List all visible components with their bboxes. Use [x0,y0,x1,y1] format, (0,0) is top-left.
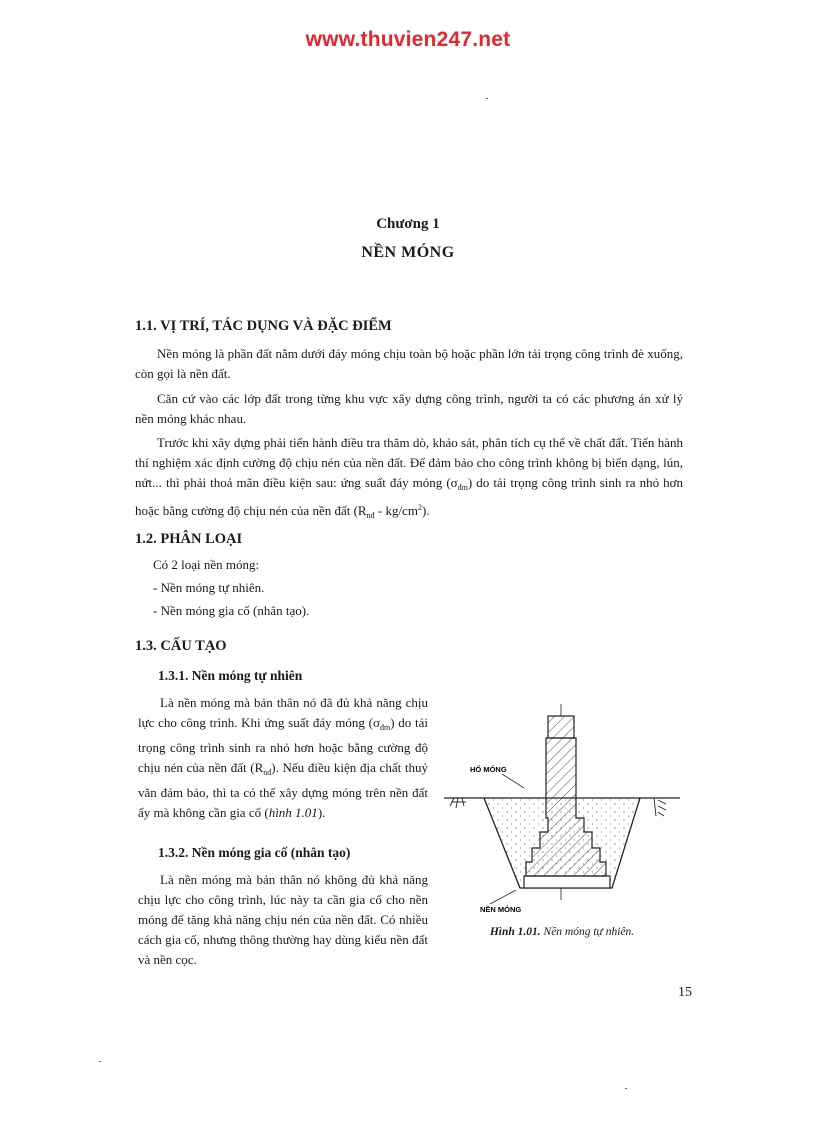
section-heading-1-3: 1.3. CẤU TẠO [135,638,227,654]
footing-base [524,876,610,888]
foundation-diagram [442,690,682,930]
list-item: - Nền móng tự nhiên. [153,580,265,595]
label-base: NỀN MÓNG [480,905,522,914]
grass-left [450,798,466,808]
watermark-url: www.thuvien247.net [305,28,511,51]
grass-right [654,798,666,816]
paragraph-natural-foundation: Là nền móng mà bản thân nó đã đủ khả năng chịu lực cho công trình. Khi ứng suất đáy móng $(\sigma_{đm})$ do tải trọng công trình sinh ra nhỏ hơn hoặc bằng cường độ chịu nén của nền đất $(R_{nđ})$. Nếu điều kiện địa chất thuỷ văn đảm bảo, thì ta có thể xây dựng móng trên nền đất ấy mà không cần gia cố (hình 1.01). [138,695,429,820]
paragraph-basis: Căn cứ vào các lớp đất trong từng khu vực xây dựng công trình, người ta có các phương án xử lý nền móng khác nhau. [135,391,683,426]
section-heading-1-1: 1.1. VỊ TRÍ, TÁC DỤNG VÀ ĐẶC ĐIỂM [135,318,392,334]
paragraph-reinforced-foundation: Là nền móng mà bản thân nó không đủ khả năng chịu lực cho công trình, lúc này ta cần gia cố cho nền móng để tăng khả năng chịu nén của nền đất. Có nhiều cách gia cố, nhưng thông thường hay dùng kiểu nền đất và nền cọc. [138,872,428,967]
figure-natural-foundation [442,690,682,930]
list-item: - Nền móng gia cố (nhân tạo). [153,603,310,618]
scan-speck [486,98,488,99]
page-number: 15 [678,985,692,1000]
scan-speck [625,1088,627,1089]
subsection-heading-1-3-1: 1.3.1. Nền móng tự nhiên [158,668,303,683]
figure-caption: Hình 1.01. Nền móng tự nhiên. [489,926,635,938]
paragraph-definition: Nền móng là phần đất nằm dưới đáy móng chịu toàn bộ hoặc phần lớn tải trọng công trình đè xuống, còn gọi là nền đất. [135,346,683,381]
subsection-heading-1-3-2: 1.3.2. Nền móng gia cố (nhân tạo) [158,845,351,860]
scan-speck [99,1061,101,1062]
label-pit: HỐ MÓNG [470,765,507,774]
list-intro: Có 2 loại nền móng: [153,557,260,572]
section-heading-1-2: 1.2. PHÂN LOẠI [135,531,243,547]
column-cap [548,716,574,738]
paragraph-conditions: Trước khi xây dựng phải tiến hành điều tra thăm dò, khảo sát, phân tích cụ thể về chất đất. Tiến hành thí nghiệm xác định cường độ chịu nén của nền đất. Để đảm bảo cho công trình không bị biến dạng, lún, nứt... thì phải thoả mãn điều kiện sau: ứng suất đáy móng $(\sigma_{đm})$ do tải trọng công trình sinh ra nhỏ hơn hoặc bằng cường độ chịu nén của nền đất $(R_{nđ} - kg/cm^2)$. [135,435,683,520]
chapter-label: Chương 1 [376,216,440,232]
chapter-title: NỀN MÓNG [361,244,455,261]
